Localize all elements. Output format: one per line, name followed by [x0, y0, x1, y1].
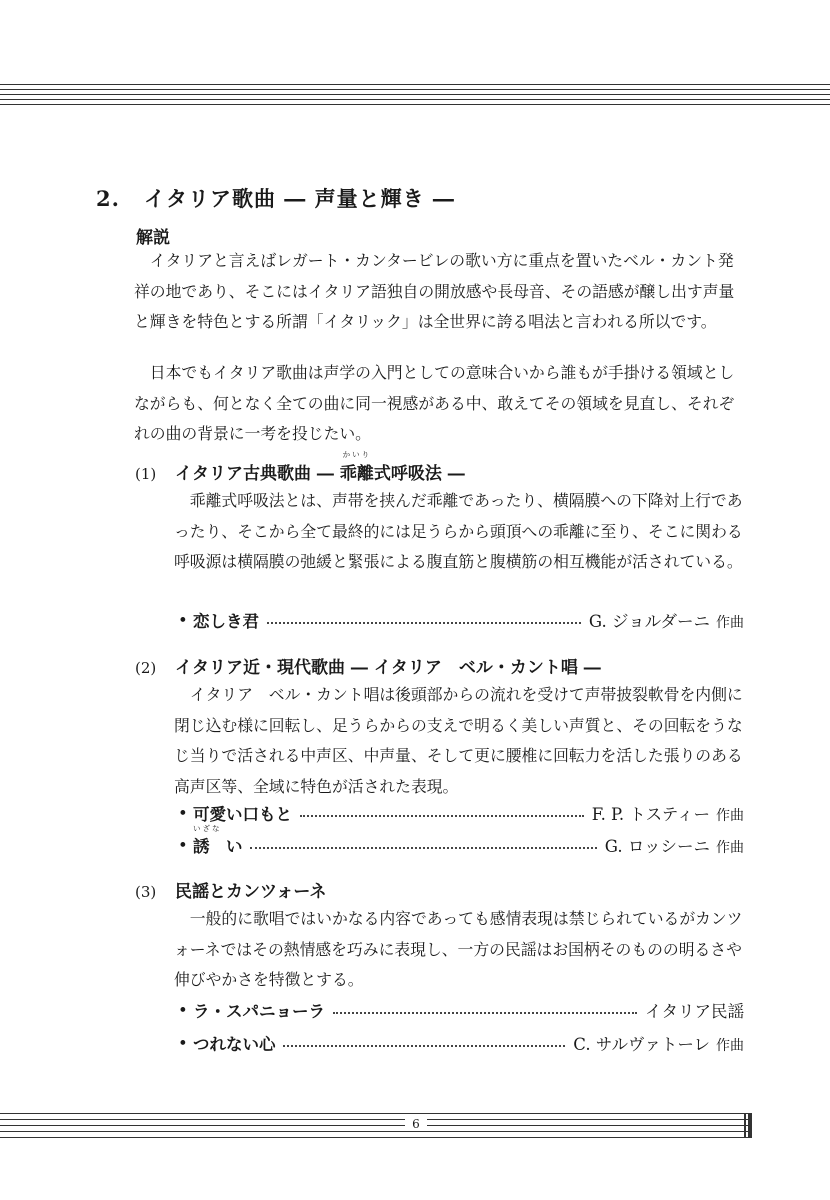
subsection-3-index: (3) [135, 883, 157, 901]
role-label: 作曲 [716, 808, 744, 824]
ruby-reading-kairi: かいり [342, 450, 372, 459]
bullet: • [178, 835, 188, 855]
bullet: • [178, 610, 188, 630]
ruby-word-izana [192, 824, 222, 857]
work-item [178, 800, 744, 826]
bullet: • [178, 803, 188, 823]
work-title: ラ・スパニョーラ [192, 1002, 325, 1021]
work-credit [592, 801, 744, 825]
ruby-reading-izana: いざな [192, 824, 222, 833]
paragraph-2: 日本でもイタリア歌曲は声学の入門としての意味合いから誰もが手掛ける領域としながらも、何となく全ての曲に同一視感がある中、敢えてその領域を見直し、それぞれの曲の背景に一考を投じたい。 [134, 363, 735, 443]
subsection-2-title: イタリア近・現代歌曲 ― イタリア ベル・カント唱 ― [175, 658, 601, 678]
subsection-3-text: 一般的に歌唱ではいかなる内容であっても感情表現は禁じられているがカンツォーネではその熱情感を巧みに表現し、一方の民謡はお国柄そのものの明るさや伸びやかさを特徴とする。 [174, 909, 743, 989]
ruby-word-kairi [339, 450, 374, 484]
final-barline-thick [748, 1113, 752, 1138]
page-number: 6 [405, 1117, 427, 1131]
section-title [96, 183, 455, 213]
subsection-1-text: 乖離式呼吸法とは、声帯を挟んだ乖離であったり、横隔膜への下降対上行であったり、そこから全て最終的には足うらから頭頂への乖離に至り、そこに関わる呼吸源は横隔膜の弛緩と緊張による腹直筋と腹横筋の相互機能が活されている。 [174, 491, 743, 571]
subsection-3-title: 民謡とカンツォーネ [175, 882, 327, 902]
work-title: 可愛い口もと [192, 805, 292, 824]
composer: G. ロッシーニ [604, 837, 710, 856]
bullet: • [178, 1033, 188, 1053]
leader-dots [267, 620, 581, 624]
leader-dots [333, 1010, 637, 1014]
work-credit [605, 833, 744, 857]
composer: F. P. トスティー [591, 805, 710, 824]
work-item [178, 1030, 744, 1056]
composer: イタリア民謡 [645, 1002, 744, 1021]
work-title-rest: い [209, 837, 243, 856]
subsection-1-heading [135, 450, 465, 484]
work-credit [573, 1031, 744, 1055]
composer: C. サルヴァトーレ [573, 1035, 710, 1054]
ruby-base-kairi: 乖離 [339, 464, 374, 484]
work-credit [645, 998, 744, 1022]
subsection-2-heading [135, 653, 601, 678]
work-title: つれない心 [192, 1035, 276, 1054]
composer: G. ジョルダーニ [588, 612, 710, 631]
leader-dots [300, 813, 584, 817]
subsection-3-heading [135, 877, 326, 902]
work-title [192, 824, 243, 857]
work-item [178, 824, 744, 858]
staff-lines-top [0, 84, 830, 106]
bullet: • [178, 1000, 188, 1020]
work-item [178, 607, 744, 633]
subsection-1-title-before: イタリア古典歌曲 ― [175, 464, 340, 484]
role-label: 作曲 [716, 615, 744, 631]
role-label: 作曲 [716, 840, 744, 856]
ruby-base-izana: 誘 [192, 837, 210, 856]
work-title: 恋しき君 [192, 612, 259, 631]
section-number: 2. [96, 186, 120, 211]
subsection-2-index: (2) [135, 659, 157, 677]
subsection-1-index: (1) [135, 465, 157, 483]
role-label: 作曲 [716, 1038, 744, 1054]
paragraph-1: イタリアと言えばレガート・カンタービレの歌い方に重点を置いたベル・カント発祥の地であり、そこにはイタリア語独自の開放感や長母音、その語感が醸し出す声量と輝きを特色とする所謂「イタリック」は全世界に誇る唱法と言われる所以です。 [134, 251, 735, 331]
subsection-1-title-after: 式呼吸法 ― [373, 464, 465, 484]
work-credit [589, 608, 744, 632]
section-title-text: イタリア歌曲 ― 声量と輝き ― [144, 186, 455, 211]
subsection-2-text: イタリア ベル・カント唱は後頭部からの流れを受けて声帯披裂軟骨を内側に閉じ込む様に回転し、足うらからの支えで明るく美しい声質と、その回転をうなじ当りで活される中声区、中声量、そして更に腰椎に回転力を活した張りのある高声区等、全域に特色が活された表現。 [174, 685, 743, 796]
leader-dots [250, 845, 596, 849]
commentary-heading: 解説 [136, 228, 170, 248]
work-item [178, 997, 744, 1023]
leader-dots [283, 1043, 565, 1047]
final-barline-thin [744, 1113, 746, 1138]
